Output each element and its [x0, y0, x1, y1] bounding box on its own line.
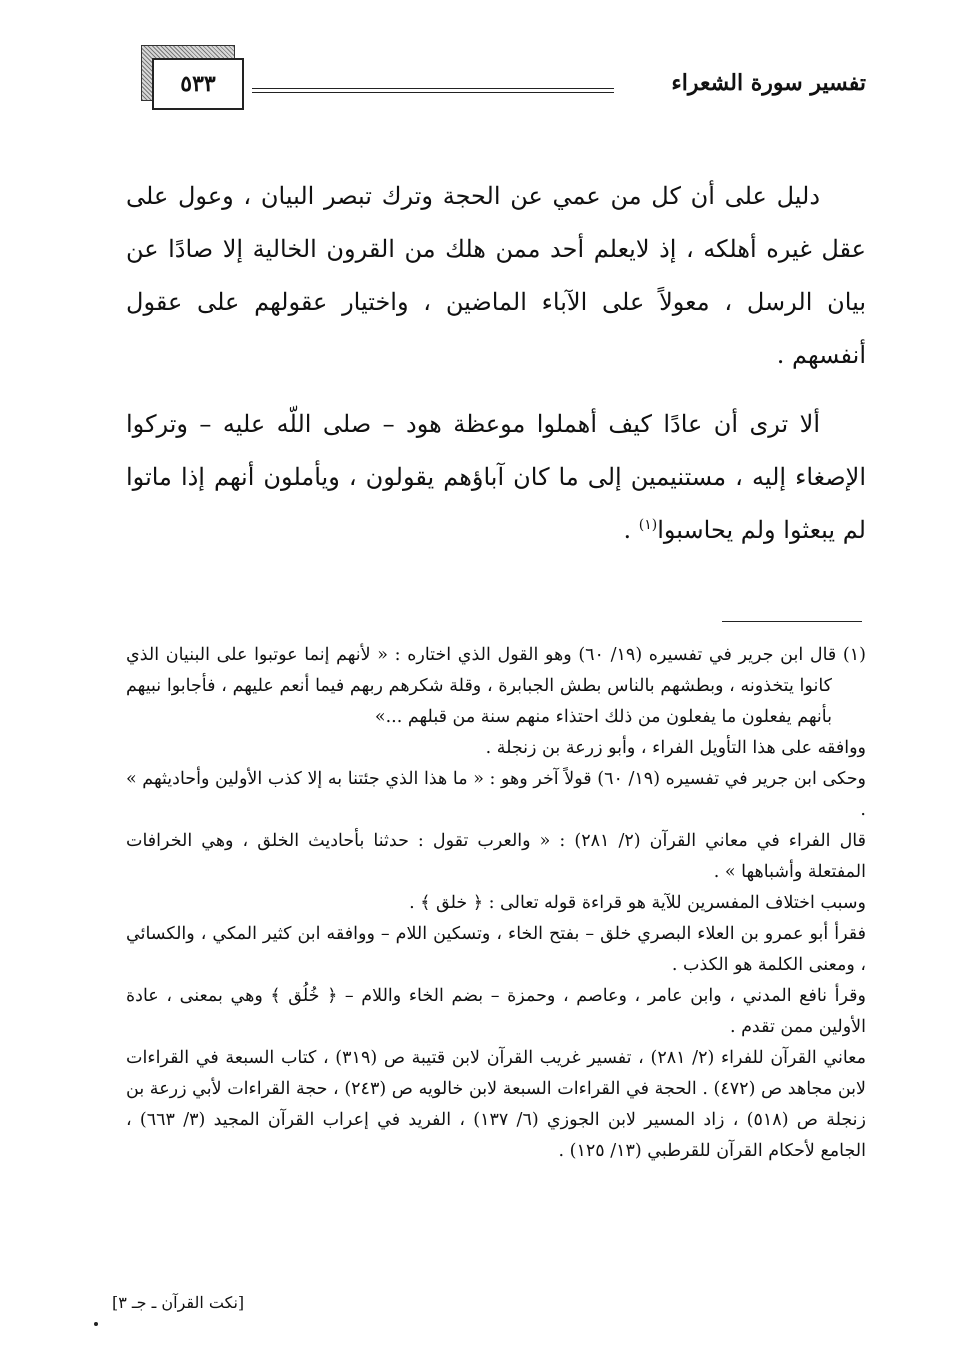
footnote-separator — [722, 621, 862, 622]
running-header-title: تفسير سورة الشعراء — [671, 70, 866, 96]
footnote-line-3: قال الفراء في معاني القرآن (٢/ ٢٨١) : « والعرب تقول : حدثنا بأحاديث الخلق ، وهي الخرافات المفتعلة وأشباهها » . — [126, 831, 867, 882]
paragraph-2-end: . — [623, 516, 639, 544]
paragraph-2-text: ألا ترى أن عادًا كيف أهملوا موعظة هود – صلى اللّه عليه – وتركوا الإصغاء إليه ، مستنيمين إلى ما كان آباؤهم يقولون ، ويأملون أنهم إذا ماتوا لم يبعثوا ولم يحاسبوا — [126, 410, 866, 544]
header-rule — [252, 88, 614, 89]
footnote-1: (١) قال ابن جرير في تفسيره (١٩/ ٦٠) وهو القول الذي اختاره : « لأنهم إنما عوتبوا على البنيان الذي كانوا يتخذونه ، وبطشهم بالناس بطش الجبابرة ، وقلة شكرهم ربهم فيما أنعم عليهم ، فأجابوا نبيهم بأنهم يفعلون ما يفعلون من ذلك احتذاء منهم سنة من قبلهم ...» — [126, 645, 866, 727]
paragraph-1: دليل على أن كل من عمي عن الحجة وترك تبصر البيان ، وعول على عقل غيره أهلكه ، إذ لايعلم أحد ممن هلك من القرون الخالية إلا صادًا عن بيان الرسل ، معولاً على الآباء الماضين ، واختيار عقولهم على عقول أنفسهم . — [126, 182, 866, 369]
footnote-line-4: وسبب اختلاف المفسرين للآية هو قراءة قوله تعالى : ﴿ خلق ﴾ . — [409, 893, 866, 913]
page-number: ٥٣٣ — [180, 71, 216, 97]
page-number-box — [152, 58, 244, 110]
paragraph-2 — [126, 398, 866, 557]
footnote-marker: (١) — [638, 517, 658, 533]
main-text — [126, 170, 866, 557]
footnote-line-5: فقرأ أبو عمرو بن العلاء البصري خلق – بفتح الخاء ، وتسكين اللام – ووافقه ابن كثير المكي ، والكسائي ، ومعنى الكلمة هو الكذب . — [126, 924, 866, 975]
footnotes — [126, 640, 866, 1167]
header-rule-second — [252, 92, 614, 93]
footer-dot — [94, 1322, 98, 1326]
footnote-line-6: وقرأ نافع المدني ، وابن عامر ، وعاصم ، وحمزة – بضم الخاء واللام – ﴿ خُلُق ﴾ وهي بمعنى ، عادة الأولين ممن تقدم . — [126, 986, 866, 1037]
footnote-line-7: معاني القرآن للفراء (٢/ ٢٨١) ، تفسير غريب القرآن لابن قتيبة ص (٣١٩) ، كتاب السبعة في القراءات لابن مجاهد ص (٤٧٢) . الحجة في القراءات السبعة لابن خالويه ص (٢٤٣) ، حجة القراءات لأبي زرعة بن زنجلة ص (٥١٨) ، زاد المسير لابن الجوزي (٦/ ١٣٧) ، الفريد في إعراب القرآن المجيد (٣/ ٦٦٣) ، الجامع لأحكام القرآن للقرطبي (١٣/ ١٢٥) . — [126, 1048, 866, 1161]
footnote-line-1: ووافقه على هذا التأويل الفراء ، وأبو زرعة بن زنجلة . — [485, 738, 866, 758]
footnote-line-2: وحكى ابن جرير في تفسيره (١٩/ ٦٠) قولاً آخر وهو : « ما هذا الذي جئتنا به إلا كذب الأولين وأحاديثهم » . — [126, 769, 866, 820]
footer-signature: [نكت القرآن ـ جـ ٣] — [112, 1293, 245, 1312]
